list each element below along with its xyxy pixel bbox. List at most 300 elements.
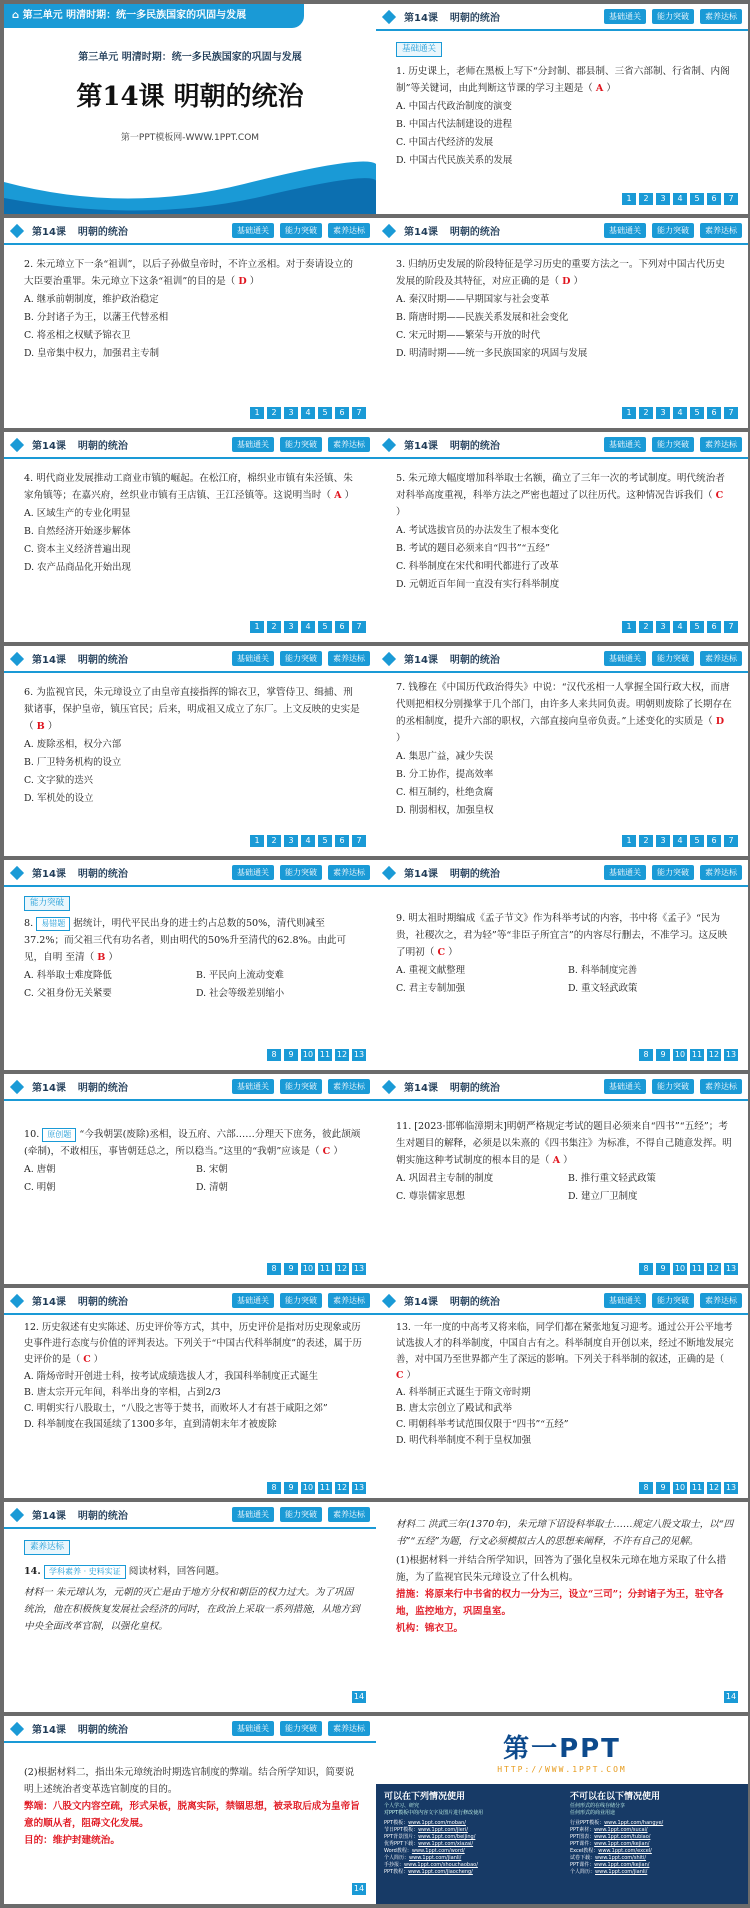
answer: C: [396, 1370, 404, 1381]
slide-header: 第14课 明朝的统治 基础通关 能力突破 素养达标: [376, 218, 748, 245]
slide-q7[interactable]: [376, 646, 748, 856]
literacy-button[interactable]: 素养达标: [328, 1507, 370, 1522]
literacy-button[interactable]: 素养达标: [700, 651, 742, 666]
page-link[interactable]: 13: [725, 1483, 737, 1492]
ad-link[interactable]: PPT背景图片：www.1ppt.com/beijing/: [384, 1834, 476, 1840]
option: C. 将丞相之权赋予锦衣卫: [24, 330, 131, 341]
option: C. 科举制度在宋代和明代都进行了改革: [396, 561, 559, 572]
option: D. 中国古代民族关系的发展: [396, 155, 513, 166]
option: B. 分封诸子为王，以藩王代替丞相: [24, 312, 169, 323]
page-link[interactable]: 2: [639, 193, 653, 205]
page-link[interactable]: 9: [284, 1482, 298, 1494]
ad-link[interactable]: 手抄报：www.1ppt.com/shouchaobao/: [384, 1862, 478, 1868]
slide-header: 第14课 明朝的统治 基础通关 能力突破 素养达标: [4, 860, 376, 887]
page-link[interactable]: 9: [284, 1049, 298, 1061]
option: B. 科举制度完善: [568, 965, 638, 976]
diamond-icon: [382, 9, 396, 23]
option: B. 分工协作，提高效率: [396, 769, 494, 780]
page-link[interactable]: 8: [267, 1049, 281, 1061]
option: B. 平民向上流动变难: [196, 970, 284, 981]
answer: B: [97, 952, 106, 963]
question-stem: 7. 钱穆在《中国历代政治得失》中说：“汉代丞相一人掌握全国行政大权，而唐代则把相权分别操掌于几个部门，由许多人来共同负责。明朝则废除了长期存在的丞相制度，提升六部的职权，六部直接向皇帝负责。”上述变化的实质是（ D ）: [396, 682, 732, 744]
question-stem: 10. 原创题 “今我朝罢(废除)丞相，设五府、六部……分理天下庶务，彼此颉颃(牵制)，不敢相压，事皆朝廷总之，所以稳当。”这里的“我朝”应该是（ C ）: [24, 1129, 361, 1157]
slide-header: 第14课 明朝的统治 基础通关 能力突破 素养达标: [4, 1288, 376, 1315]
option: C. 明朝: [24, 1182, 56, 1193]
diamond-icon: [10, 1293, 24, 1307]
option: D. 建立厂卫制度: [568, 1191, 638, 1202]
page-link[interactable]: 11: [319, 1483, 331, 1492]
page-link[interactable]: 9: [656, 1263, 670, 1275]
question-stem: 14. 学科素养 · 史料实证 阅读材料，回答问题。: [24, 1566, 225, 1577]
page-link[interactable]: 2: [267, 407, 281, 419]
page-nav: [622, 193, 738, 205]
slide-header: 第14课 明朝的统治 基础通关 能力突破 素养达标: [4, 432, 376, 459]
option: D. 明清时期——统一多民族国家的巩固与发展: [396, 348, 588, 359]
slide-header: 第14课 明朝的统治 基础通关 能力突破 素养达标: [376, 860, 748, 887]
page-link[interactable]: 3: [656, 407, 670, 419]
basic-button[interactable]: 基础通关: [604, 437, 646, 452]
answer: D: [562, 276, 571, 287]
lesson-title: 明朝的统治: [449, 13, 500, 24]
literacy-button[interactable]: 素养达标: [700, 223, 742, 238]
slide-q9[interactable]: [376, 860, 748, 1070]
question-stem: 3. 归纳历史发展的阶段特征是学习历史的重要方法之一。下列对中国古代历史发展的阶段及其特征，对应正确的是（ D ）: [396, 259, 725, 287]
page-link[interactable]: 3: [284, 621, 298, 633]
cover-website: 第一PPT模板网-WWW.1PPT.COM: [120, 133, 260, 143]
ad-panel: 可以在下列情况使用 个人学习、研究 对PPT模板中的内容文字及图片进行修改使用 PPT模板：www.1ppt.com/moban/ 节日PPT模板：www.1ppt.com/jieri/ PPT背景图片：www.1ppt.com/beijing/ 优秀PPT下载：www.1ppt.com/xiazai/ Word教程：www.1ppt.com/word/ 个人简历：www.1ppt.com/jianli/ 手抄报：www.1ppt.com/shouchaobao/ PPT教程：www.1ppt.com/jiaocheng/ 不可以在以下情况使用 任何形式的在线存储分享 任何形式的商业用途 行业PPT模板：www.1ppt.com/hangye/ PPT素材：www.1ppt.com/sucai/ PPT图表：www.1ppt.com/tubiao/ PPT课件：www.1ppt.com/kejian/ Excel教程：www.1ppt.com/excel/ 试卷下载：www.1ppt.com/shiti/ PPT课件：www.1ppt.com/kejian/ 个人简历：www.1ppt.com/jianli/: [376, 1784, 748, 1904]
ability-button[interactable]: 能力突破: [652, 437, 694, 452]
answer-text: 机构：锦衣卫。: [396, 1623, 464, 1634]
ability-button[interactable]: 能力突破: [652, 865, 694, 880]
basic-button[interactable]: 基础通关: [232, 651, 274, 666]
option: C. 明朝科举考试范围仅限于“四书”“五经”: [396, 1419, 569, 1430]
page-link[interactable]: 6: [707, 407, 721, 419]
page-link[interactable]: 10: [302, 1050, 314, 1059]
option: B. 自然经济开始逐步解体: [24, 526, 131, 537]
page-link[interactable]: 11: [319, 1050, 331, 1059]
page-link[interactable]: 1: [622, 407, 636, 419]
page-link[interactable]: 7: [352, 835, 366, 847]
page-link[interactable]: 13: [725, 1264, 737, 1273]
ad-link[interactable]: PPT素材：www.1ppt.com/sucai/: [570, 1827, 648, 1833]
sub-question: (2)根据材料二，指出朱元璋统治时期选官制度的弊端。结合所学知识，简要说明上述统治者变革选官制度的目的。: [24, 1767, 355, 1795]
basic-button[interactable]: 基础通关: [604, 9, 646, 24]
answer: A: [595, 83, 604, 94]
ability-button[interactable]: 能力突破: [280, 223, 322, 238]
wave-decoration: [4, 154, 376, 214]
diamond-icon: [382, 223, 396, 237]
basic-button[interactable]: 基础通关: [232, 1079, 274, 1094]
option: D. 科举制度在我国延续了1300多年，直到清朝末年才被废除: [24, 1419, 277, 1430]
literacy-button[interactable]: 素养达标: [328, 223, 370, 238]
page-link[interactable]: 8: [639, 1263, 653, 1275]
page-link[interactable]: 7: [724, 835, 738, 847]
diamond-icon: [10, 865, 24, 879]
literacy-button[interactable]: 素养达标: [328, 651, 370, 666]
answer-text: 弊端：八股文内容空疏，形式呆板，脱离实际，禁锢思想，被录取后成为皇帝旨意的顺从者，阻碍文化发展。: [24, 1801, 360, 1829]
basic-button[interactable]: 基础通关: [604, 865, 646, 880]
option: C. 宋元时期——繁荣与开放的时代: [396, 330, 541, 341]
ad-logo: 第一PPT HTTP://WWW.1PPT.COM: [497, 1734, 627, 1774]
diamond-icon: [382, 437, 396, 451]
ability-button[interactable]: 能力突破: [280, 865, 322, 880]
slide-q1[interactable]: [376, 4, 748, 214]
page-nav: [352, 1691, 366, 1703]
page-link[interactable]: 7: [352, 407, 366, 419]
slide-cover[interactable]: [4, 4, 376, 214]
page-nav: [622, 835, 738, 847]
page-link[interactable]: 12: [708, 1483, 720, 1492]
option: C. 文字狱的迭兴: [24, 775, 94, 786]
page-link[interactable]: 8: [639, 1482, 653, 1494]
literacy-button[interactable]: 素养达标: [328, 437, 370, 452]
answer: D: [238, 276, 247, 287]
page-link[interactable]: 5: [690, 835, 704, 847]
page-nav: [622, 407, 738, 419]
page-link[interactable]: 1: [622, 193, 636, 205]
slide-header: 第14课 明朝的统治 基础通关 能力突破 素养达标: [4, 646, 376, 673]
page-link[interactable]: 8: [639, 1049, 653, 1061]
page-link[interactable]: 13: [725, 1050, 737, 1059]
ability-button[interactable]: 能力突破: [652, 9, 694, 24]
basic-button[interactable]: 基础通关: [232, 223, 274, 238]
page-link[interactable]: 6: [335, 407, 349, 419]
literacy-button[interactable]: 素养达标: [328, 1293, 370, 1308]
page-link[interactable]: 6: [707, 621, 721, 633]
question-tag: 原创题: [42, 1128, 76, 1142]
option: B. 推行重文轻武政策: [568, 1173, 656, 1184]
page-link[interactable]: 13: [353, 1483, 365, 1492]
ability-button[interactable]: 能力突破: [652, 1293, 694, 1308]
page-link[interactable]: 3: [284, 835, 298, 847]
cover-subtitle: 第三单元 明清时期：统一多民族国家的巩固与发展: [78, 52, 302, 63]
page-link[interactable]: 5: [690, 407, 704, 419]
basic-button[interactable]: 基础通关: [232, 1293, 274, 1308]
page-link[interactable]: 5: [318, 407, 332, 419]
basic-button[interactable]: 基础通关: [604, 1293, 646, 1308]
page-link[interactable]: 10: [302, 1483, 314, 1492]
option: A. 区域生产的专业化明显: [24, 508, 131, 519]
basic-button[interactable]: 基础通关: [232, 437, 274, 452]
page-link[interactable]: 14: [725, 1692, 737, 1701]
option: A. 隋炀帝时开创进士科，按考试成绩选拔人才，我国科举制度正式诞生: [24, 1371, 318, 1382]
slide-header: 第14课 明朝的统治 基础通关 能力突破 素养达标: [4, 1716, 376, 1743]
page-nav: [622, 621, 738, 633]
page-link[interactable]: 1: [622, 835, 636, 847]
page-link[interactable]: 2: [267, 835, 281, 847]
slide-q4[interactable]: [4, 432, 376, 642]
question-stem: 12. 历史叙述有史实陈述、历史评价等方式，其中，历史评价是指对历史现象或历史事件进行态度与价值的评判表达。下列关于“中国古代科举制度”的表述，属于历史评价的是（ C ）: [24, 1322, 362, 1365]
basic-button[interactable]: 基础通关: [232, 865, 274, 880]
slide-header: 第14课 明朝的统治 基础通关 能力突破 素养达标: [376, 646, 748, 673]
page-link[interactable]: 4: [673, 835, 687, 847]
page-link[interactable]: 8: [267, 1482, 281, 1494]
answer-text: 措施：将原来行中书省的权力一分为三，设立“三司”；分封诸子为王，驻守各地，监控地方，巩固皇室。: [396, 1589, 724, 1617]
page-nav: [267, 1482, 366, 1494]
option: B. 唐太宗创立了殿试和武举: [396, 1403, 512, 1414]
slide-q5[interactable]: [376, 432, 748, 642]
question-stem: 2. 朱元璋立下一条“祖训”，以后子孙做皇帝时，不许立丞相。对于奏请设立的大臣要治重罪。朱元璋立下这条“祖训”的目的是（ D ）: [24, 259, 354, 287]
page-link[interactable]: 3: [656, 621, 670, 633]
option: D. 元朝近百年间一直没有实行科举制度: [396, 579, 560, 590]
basic-button[interactable]: 基础通关: [232, 1507, 274, 1522]
page-link[interactable]: 4: [301, 835, 315, 847]
slide-q14-part1[interactable]: [376, 1502, 748, 1712]
page-link[interactable]: 11: [319, 1264, 331, 1273]
ability-button[interactable]: 能力突破: [652, 223, 694, 238]
option: A. 集思广益，减少失误: [396, 751, 494, 762]
answer: C: [322, 1146, 331, 1157]
page-link[interactable]: 12: [336, 1264, 348, 1273]
option: D. 重文轻武政策: [568, 983, 638, 994]
page-link[interactable]: 2: [639, 835, 653, 847]
page-nav: [639, 1049, 738, 1061]
page-link[interactable]: 3: [284, 407, 298, 419]
slide-q2[interactable]: [4, 218, 376, 428]
question-stem: 5. 朱元璋大幅度增加科举取士名额，确立了三年一次的考试制度。明代统治者对科举高度重视，科举方法之严密也超过了以往历代。这种情况告诉我们（ C ）: [396, 473, 725, 518]
option: C. 明朝实行八股取士，“八股之害等于焚书，而败坏人才有甚于咸阳之郊”: [24, 1403, 328, 1414]
option: D. 社会等级差别缩小: [196, 988, 285, 999]
page-link[interactable]: 1: [250, 621, 264, 633]
ad-link[interactable]: 个人简历：www.1ppt.com/jianli/: [384, 1855, 462, 1861]
page-link[interactable]: 7: [724, 621, 738, 633]
page-link[interactable]: 2: [639, 621, 653, 633]
option: B. 中国古代法制建设的进程: [396, 119, 512, 130]
option: B. 隋唐时期——民族关系发展和社会变化: [396, 312, 569, 323]
option: B. 唐太宗开元年间，科举出身的宰相，占到2/3: [24, 1387, 221, 1398]
lesson-number: 第14课: [404, 13, 438, 24]
literacy-button[interactable]: 素养达标: [700, 865, 742, 880]
option: C. 尊崇儒家思想: [396, 1191, 466, 1202]
page-link[interactable]: 12: [708, 1050, 720, 1059]
question-stem: 1. 历史课上，老师在黑板上写下“分封制、郡县制、三省六部制、行省制、内阁制”等关键词，由此判断这节课的学习主题是（ A ）: [396, 66, 730, 94]
page-nav: [639, 1263, 738, 1275]
ad-link[interactable]: PPT课件：www.1ppt.com/kejian/: [570, 1862, 650, 1868]
option: D. 清朝: [196, 1182, 228, 1193]
page-link[interactable]: 4: [301, 621, 315, 633]
slide-header: 第14课 明朝的统治 基础通关 能力突破 素养达标: [376, 1074, 748, 1101]
option: B. 厂卫特务机构的设立: [24, 757, 122, 768]
option: A. 巩固君主专制的制度: [396, 1173, 494, 1184]
diamond-icon: [382, 651, 396, 665]
ability-button[interactable]: 能力突破: [280, 1293, 322, 1308]
page-link[interactable]: 5: [318, 621, 332, 633]
ad-link[interactable]: PPT教程：www.1ppt.com/jiaocheng/: [384, 1869, 473, 1875]
page-link[interactable]: 7: [724, 407, 738, 419]
option: C. 资本主义经济普遍出现: [24, 544, 131, 555]
literacy-button[interactable]: 素养达标: [328, 1721, 370, 1736]
ad-link[interactable]: 行业PPT模板：www.1ppt.com/hangye/: [570, 1820, 664, 1826]
page-link[interactable]: 6: [707, 835, 721, 847]
ad-link[interactable]: 节日PPT模板：www.1ppt.com/jieri/: [384, 1827, 468, 1833]
page-link[interactable]: 6: [335, 621, 349, 633]
slide-q3[interactable]: [376, 218, 748, 428]
question-stem: 9. 明太祖时期编成《孟子节文》作为科举考试的内容，书中将《孟子》“民为贵，社稷次之，君为轻”等“非臣子所宜言”的内容尽行删去，不准学习。这反映了明初（ C ）: [396, 913, 728, 958]
page-link[interactable]: 11: [691, 1483, 703, 1492]
option: A. 中国古代政治制度的演变: [396, 101, 512, 112]
ability-button[interactable]: 能力突破: [280, 437, 322, 452]
page-link[interactable]: 10: [302, 1264, 314, 1273]
slide-q14[interactable]: [4, 1502, 376, 1712]
diamond-icon: [382, 865, 396, 879]
page-link[interactable]: 11: [691, 1264, 703, 1273]
option: D. 明代科举制度不利于皇权加强: [396, 1435, 532, 1446]
diamond-icon: [10, 1507, 24, 1521]
house-icon: ⌂: [12, 10, 23, 21]
ability-button[interactable]: 能力突破: [280, 1721, 322, 1736]
page-link[interactable]: 10: [674, 1483, 686, 1492]
page-link[interactable]: 4: [301, 407, 315, 419]
slide-ad[interactable]: [376, 1716, 748, 1904]
ability-button[interactable]: 能力突破: [280, 1079, 322, 1094]
ability-button[interactable]: 能力突破: [652, 651, 694, 666]
basic-button[interactable]: 基础通关: [604, 1079, 646, 1094]
page-nav: [250, 835, 366, 847]
question-stem: 11. [2023·邯郸临漳期末]明朝严格规定考试的题目必须来自“四书”“五经”；考生对题目的解释，必须是以朱熹的《四书集注》为标准，不得自己随意发挥。明朝实施这种考试制度的根本目的是（ A ）: [396, 1121, 732, 1166]
page-link[interactable]: 11: [691, 1050, 703, 1059]
ad-link[interactable]: Excel教程：www.1ppt.com/excel/: [570, 1848, 652, 1854]
page-nav: [639, 1482, 738, 1494]
page-nav: [724, 1691, 738, 1703]
section-label: 素养达标: [24, 1540, 70, 1555]
cover-title: 第14课 明朝的统治: [76, 82, 304, 112]
basic-button[interactable]: 基础通关: [232, 1721, 274, 1736]
answer: B: [36, 721, 45, 732]
page-link[interactable]: 1: [250, 407, 264, 419]
ad-link[interactable]: 优秀PPT下载：www.1ppt.com/xiazai/: [384, 1841, 474, 1847]
ad-link[interactable]: 个人简历：www.1ppt.com/jianli/: [570, 1869, 648, 1875]
page-link[interactable]: 12: [708, 1264, 720, 1273]
ad-link[interactable]: Word教程：www.1ppt.com/word/: [384, 1848, 465, 1854]
page-link[interactable]: 8: [267, 1263, 281, 1275]
slide-q13[interactable]: [376, 1288, 748, 1498]
question-stem: 13. 一年一度的中高考又将来临，同学们都在紧张地复习迎考。通过公开公平地考试选拔人才的科举制度，中国自古有之。科举制度自开创以来，经过不断地发展完善，对中国乃至世界都产生了深远的影响。下列关于科举制的叙述，正确的是（ C ）: [396, 1322, 734, 1381]
page-link[interactable]: 13: [353, 1264, 365, 1273]
page-nav: [250, 621, 366, 633]
page-link[interactable]: 10: [674, 1264, 686, 1273]
page-link[interactable]: 6: [707, 193, 721, 205]
option: B. 考试的题目必须来自“四书”“五经”: [396, 543, 550, 554]
material-text: 材料二 洪武三年(1370年)，朱元璋下诏设科举取士……规定八股文取士，以“四书”“五经”为题，行文必须模拟古人的思想来阐释，不许有自己的见解。: [396, 1519, 734, 1547]
page-nav: [267, 1049, 366, 1061]
question-tag: 学科素养 · 史料实证: [44, 1565, 126, 1579]
option: A. 科举制正式诞生于隋文帝时期: [396, 1387, 531, 1398]
ad-link[interactable]: PPT模板：www.1ppt.com/moban/: [384, 1820, 466, 1826]
page-link[interactable]: 5: [690, 621, 704, 633]
page-link[interactable]: 5: [318, 835, 332, 847]
option: D. 军机处的设立: [24, 793, 94, 804]
diamond-icon: [382, 1079, 396, 1093]
page-link[interactable]: 2: [267, 621, 281, 633]
unit-tab: ⌂ 第三单元 明清时期：统一多民族国家的巩固与发展: [4, 4, 304, 28]
sub-question: (1)根据材料一并结合所学知识，回答为了强化皇权朱元璋在地方采取了什么措施，为了监视官民朱元璋设立了什么机构。: [396, 1555, 727, 1583]
page-link[interactable]: 1: [622, 621, 636, 633]
slide-q8[interactable]: [4, 860, 376, 1070]
question-stem: 4. 明代商业发展推动工商业市镇的崛起。在松江府，棉织业市镇有朱泾镇、朱家角镇等；在嘉兴府，丝织业市镇有王店镇、王江泾镇等。这说明当时（ A ）: [24, 473, 355, 501]
option: A. 秦汉时期——早期国家与社会变革: [396, 294, 550, 305]
question-tag: 易错题: [36, 917, 70, 931]
diamond-icon: [10, 651, 24, 665]
slide-header: [376, 4, 748, 31]
option: A. 重视文献整理: [396, 965, 465, 976]
slide-q6[interactable]: [4, 646, 376, 856]
page-link[interactable]: 13: [353, 1050, 365, 1059]
slide-q10[interactable]: [4, 1074, 376, 1284]
page-link[interactable]: 12: [336, 1483, 348, 1492]
basic-button[interactable]: 基础通关: [604, 651, 646, 666]
option: C. 相互制约，杜绝贪腐: [396, 787, 494, 798]
option: B. 宋朝: [196, 1164, 228, 1175]
page-link[interactable]: 9: [656, 1049, 670, 1061]
basic-button[interactable]: 基础通关: [604, 223, 646, 238]
literacy-button[interactable]: 素养达标: [700, 9, 742, 24]
ability-button[interactable]: 能力突破: [280, 651, 322, 666]
literacy-button[interactable]: 素养达标: [700, 1293, 742, 1308]
slide-header: 第14课 明朝的统治 基础通关 能力突破 素养达标: [4, 1502, 376, 1529]
literacy-button[interactable]: 素养达标: [328, 1079, 370, 1094]
slide-q11[interactable]: [376, 1074, 748, 1284]
ability-button[interactable]: 能力突破: [280, 1507, 322, 1522]
slide-header: 第14课 明朝的统治 基础通关 能力突破 素养达标: [376, 1288, 748, 1315]
page-link[interactable]: 9: [284, 1263, 298, 1275]
page-link[interactable]: 12: [336, 1050, 348, 1059]
page-link[interactable]: 1: [250, 835, 264, 847]
ad-link[interactable]: PPT图表：www.1ppt.com/tubiao/: [570, 1834, 651, 1840]
ad-links-right: [570, 1820, 740, 1876]
answer: A: [334, 490, 342, 501]
page-link[interactable]: 2: [639, 407, 653, 419]
page-nav: [267, 1263, 366, 1275]
page-link[interactable]: 3: [656, 193, 670, 205]
page-link[interactable]: 10: [674, 1050, 686, 1059]
option: C. 父祖身份无关紧要: [24, 988, 112, 999]
page-link[interactable]: 3: [656, 835, 670, 847]
page-link[interactable]: 6: [335, 835, 349, 847]
option: A. 废除丞相，权分六部: [24, 739, 122, 750]
page-link[interactable]: 7: [724, 193, 738, 205]
page-link[interactable]: 4: [673, 621, 687, 633]
answer: C: [437, 947, 446, 958]
ability-button[interactable]: 能力突破: [652, 1079, 694, 1094]
option: A. 继承前朝制度，维护政治稳定: [24, 294, 159, 305]
page-link[interactable]: 5: [690, 193, 704, 205]
material-text: 材料一 朱元璋认为，元朝的灭亡是由于地方分权和朝臣的权力过大。为了巩固统治，他在积极恢复发展社会经济的同时，在政治上采取一系列措施，从地方到中央全面改革官制，以强化皇权。: [24, 1587, 360, 1632]
page-link[interactable]: 14: [353, 1884, 365, 1893]
option: D. 皇帝集中权力，加强君主专制: [24, 348, 160, 359]
diamond-icon: [10, 1721, 24, 1735]
page-link[interactable]: 7: [352, 621, 366, 633]
option: A. 科举取士难度降低: [24, 970, 112, 981]
diamond-icon: [10, 223, 24, 237]
option: D. 农产品商品化开始出现: [24, 562, 131, 573]
option: C. 中国古代经济的发展: [396, 137, 494, 148]
page-link[interactable]: 4: [673, 407, 687, 419]
slide-q14-part2[interactable]: [4, 1716, 376, 1904]
literacy-button[interactable]: 素养达标: [700, 437, 742, 452]
ad-link[interactable]: 试卷下载：www.1ppt.com/shiti/: [570, 1855, 647, 1861]
option: C. 君主专制加强: [396, 983, 466, 994]
page-link[interactable]: 14: [353, 1692, 365, 1701]
section-label: 能力突破: [24, 896, 70, 911]
page-link[interactable]: 9: [656, 1482, 670, 1494]
literacy-button[interactable]: 素养达标: [328, 865, 370, 880]
ad-link[interactable]: PPT课件：www.1ppt.com/kejian/: [570, 1841, 650, 1847]
slide-q12[interactable]: [4, 1288, 376, 1498]
page-link[interactable]: 4: [673, 193, 687, 205]
literacy-button[interactable]: 素养达标: [700, 1079, 742, 1094]
slide-header: 第14课 明朝的统治 基础通关 能力突破 素养达标: [4, 1074, 376, 1101]
answer-text: 目的：维护封建统治。: [24, 1835, 120, 1846]
